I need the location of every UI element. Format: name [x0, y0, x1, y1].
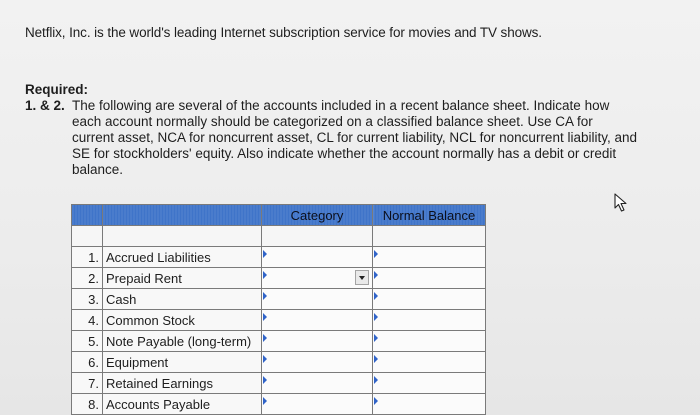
triangle-right-icon — [374, 355, 378, 363]
mouse-pointer-icon — [612, 193, 630, 213]
spacer-cell — [262, 226, 373, 247]
row-number: 2. — [72, 268, 103, 289]
header-normal-balance: Normal Balance — [373, 205, 486, 226]
account-name: Cash — [103, 289, 262, 310]
category-select[interactable] — [262, 268, 373, 289]
table-row — [72, 289, 486, 310]
table-row — [72, 352, 486, 373]
triangle-right-icon — [263, 271, 267, 279]
category-select[interactable] — [262, 289, 373, 310]
chevron-down-icon[interactable] — [355, 270, 369, 285]
normal-balance-select[interactable] — [373, 394, 486, 415]
category-select[interactable] — [262, 394, 373, 415]
account-name: Equipment — [103, 352, 262, 373]
normal-balance-select[interactable] — [373, 331, 486, 352]
question-text — [25, 98, 665, 178]
normal-balance-select[interactable] — [373, 373, 486, 394]
category-select[interactable] — [262, 373, 373, 394]
triangle-right-icon — [263, 313, 267, 321]
triangle-right-icon — [374, 397, 378, 405]
account-name: Prepaid Rent — [103, 268, 262, 289]
account-name: Retained Earnings — [103, 373, 262, 394]
triangle-right-icon — [263, 292, 267, 300]
triangle-right-icon — [263, 334, 267, 342]
table-row — [72, 268, 486, 289]
category-select[interactable] — [262, 247, 373, 268]
triangle-right-icon — [263, 355, 267, 363]
header-number — [72, 205, 103, 226]
table-row — [72, 394, 486, 415]
table-row — [72, 247, 486, 268]
table-header-row — [72, 205, 486, 226]
triangle-right-icon — [374, 334, 378, 342]
table-row — [72, 331, 486, 352]
normal-balance-select[interactable] — [373, 310, 486, 331]
triangle-right-icon — [374, 271, 378, 279]
triangle-right-icon — [263, 397, 267, 405]
table-row — [72, 310, 486, 331]
account-name: Common Stock — [103, 310, 262, 331]
spacer-cell — [103, 226, 262, 247]
question-line-5: balance. — [72, 162, 124, 177]
triangle-right-icon — [374, 250, 378, 258]
triangle-right-icon — [263, 250, 267, 258]
category-select[interactable] — [262, 331, 373, 352]
question-line-4: SE for stockholders' equity. Also indicate whether the account normally has a debit or credit — [72, 146, 617, 161]
question-line-3: current asset, NCA for noncurrent asset, CL for current liability, NCL for noncurrent liability, and — [72, 130, 637, 145]
normal-balance-select[interactable] — [373, 352, 486, 373]
question-line-2: each account normally should be categorized on a classified balance sheet. Use CA for — [72, 114, 593, 129]
spacer-cell — [373, 226, 486, 247]
category-select[interactable] — [262, 352, 373, 373]
row-number: 5. — [72, 331, 103, 352]
triangle-right-icon — [374, 376, 378, 384]
table-spacer-row — [72, 226, 486, 247]
table-row — [72, 373, 486, 394]
account-name: Note Payable (long-term) — [103, 331, 262, 352]
triangle-right-icon — [263, 376, 267, 384]
row-number: 7. — [72, 373, 103, 394]
normal-balance-select[interactable] — [373, 268, 486, 289]
header-category: Category — [262, 205, 373, 226]
normal-balance-select[interactable] — [373, 247, 486, 268]
question-line-1: The following are several of the accounts included in a recent balance sheet. Indicate how — [72, 98, 610, 113]
question-number: 1. & 2. — [25, 98, 65, 113]
row-number: 4. — [72, 310, 103, 331]
accounts-table — [71, 204, 486, 415]
spacer-cell — [72, 226, 103, 247]
account-name: Accounts Payable — [103, 394, 262, 415]
required-label: Required: — [25, 82, 89, 97]
row-number: 1. — [72, 247, 103, 268]
row-number: 8. — [72, 394, 103, 415]
intro-text: Netflix, Inc. is the world's leading Internet subscription service for movies and TV shows. — [25, 25, 542, 40]
account-name: Accrued Liabilities — [103, 247, 262, 268]
row-number: 3. — [72, 289, 103, 310]
triangle-right-icon — [374, 313, 378, 321]
category-select[interactable] — [262, 310, 373, 331]
triangle-right-icon — [374, 292, 378, 300]
normal-balance-select[interactable] — [373, 289, 486, 310]
header-account — [103, 205, 262, 226]
row-number: 6. — [72, 352, 103, 373]
